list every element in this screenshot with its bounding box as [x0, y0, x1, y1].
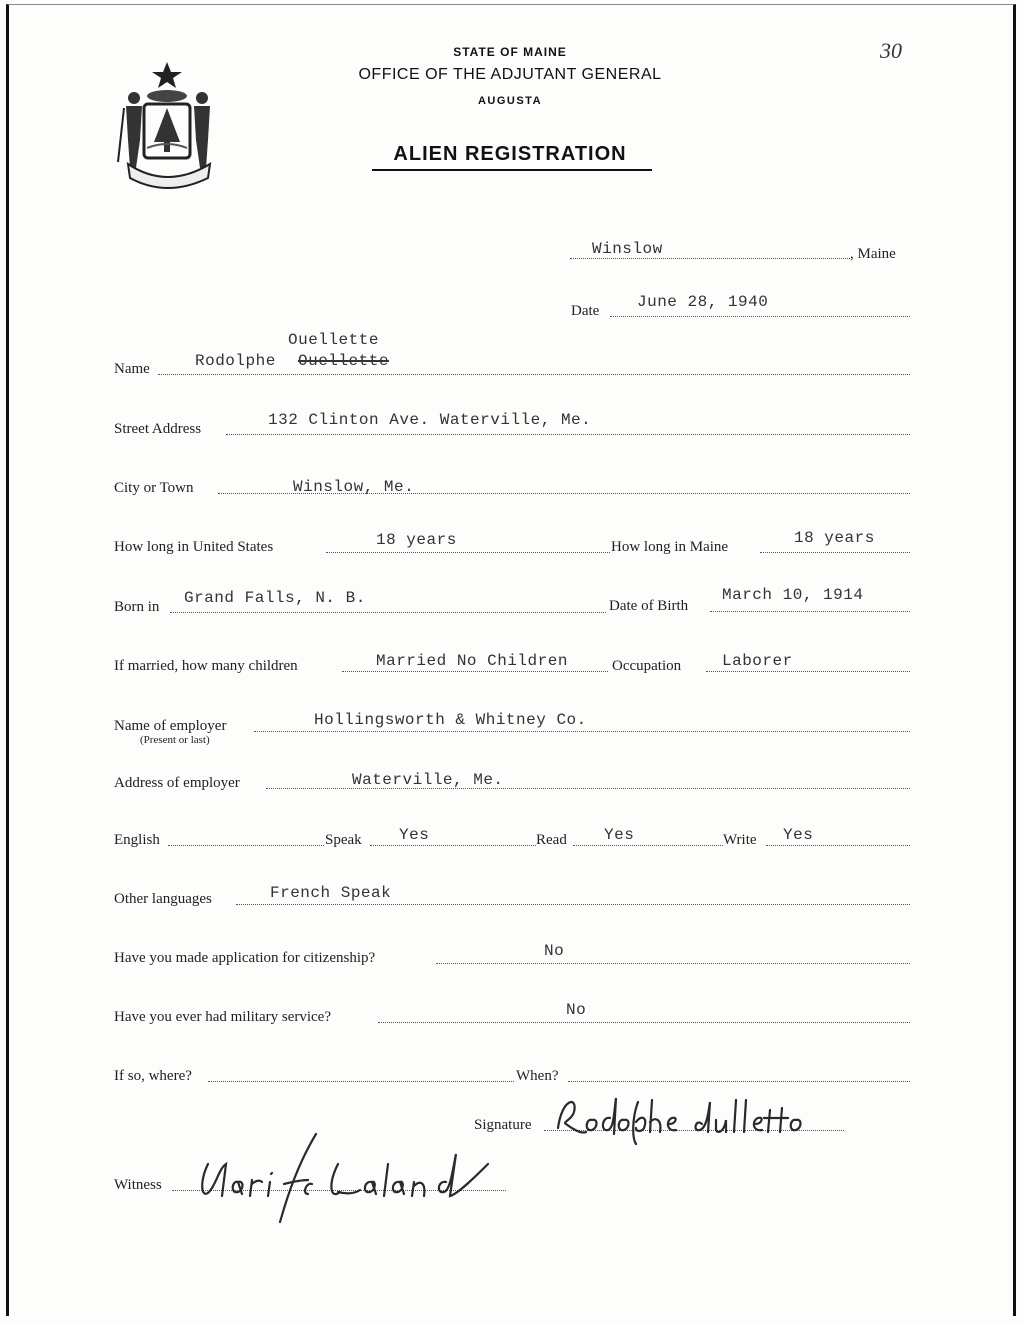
speak-label: Speak: [325, 832, 362, 848]
name-line: [158, 374, 910, 375]
employer-sublabel: (Present or last): [140, 734, 210, 746]
employer-address-label: Address of employer: [114, 775, 240, 791]
other-languages-line: [236, 904, 910, 905]
place-suffix: , Maine: [850, 246, 896, 262]
page-number: 30: [880, 38, 902, 63]
citizenship-label: Have you made application for citizenship?: [114, 950, 376, 966]
military-label: Have you ever had military service?: [114, 1009, 331, 1025]
english-label: English: [114, 832, 160, 848]
how-long-maine-line: [760, 552, 910, 553]
occupation-label: Occupation: [612, 658, 682, 674]
children-line: [342, 671, 608, 672]
signature-handwriting: [552, 1088, 832, 1148]
header-city: AUGUSTA: [477, 95, 543, 107]
write-line: [766, 845, 910, 846]
signature-label: Signature: [474, 1117, 532, 1133]
speak-value: Yes: [399, 826, 430, 844]
date-label: Date: [571, 303, 600, 319]
children-value: Married No Children: [376, 652, 568, 670]
state-seal-icon: [114, 58, 224, 190]
military-value: No: [566, 1001, 587, 1019]
date-of-birth-label: Date of Birth: [609, 598, 689, 614]
name-correction: Ouellette: [288, 331, 379, 349]
city-value: Winslow, Me.: [293, 478, 415, 496]
street-address-line: [226, 434, 910, 435]
occupation-value: Laborer: [722, 652, 793, 670]
place-value: Winslow: [592, 240, 663, 258]
employer-label: Name of employer: [114, 718, 227, 734]
how-long-us-label: How long in United States: [114, 539, 274, 555]
other-languages-label: Other languages: [114, 891, 212, 907]
employer-line: [254, 731, 910, 732]
children-label: If married, how many children: [114, 658, 298, 674]
how-long-maine-label: How long in Maine: [611, 539, 729, 555]
where-label: If so, where?: [114, 1068, 192, 1084]
employer-address-value: Waterville, Me.: [352, 771, 504, 789]
date-value: June 28, 1940: [637, 293, 769, 311]
witness-label: Witness: [114, 1177, 162, 1193]
born-in-label: Born in: [114, 599, 160, 615]
title-underline: [372, 169, 652, 171]
how-long-us-value: 18 years: [376, 531, 457, 549]
how-long-us-line: [326, 552, 610, 553]
name-struck: Ouellette: [298, 352, 389, 370]
street-address-value: 132 Clinton Ave. Waterville, Me.: [268, 411, 592, 429]
name-label: Name: [114, 361, 150, 377]
other-languages-value: French Speak: [270, 884, 392, 902]
where-line: [208, 1081, 514, 1082]
employer-value: Hollingsworth & Whitney Co.: [314, 711, 587, 729]
write-label: Write: [723, 832, 757, 848]
write-value: Yes: [783, 826, 814, 844]
form-title: ALIEN REGISTRATION: [393, 143, 627, 165]
read-line: [573, 845, 723, 846]
occupation-line: [706, 671, 910, 672]
born-in-line: [170, 612, 606, 613]
when-label: When?: [516, 1068, 559, 1084]
date-of-birth-value: March 10, 1914: [722, 586, 864, 604]
read-label: Read: [536, 832, 567, 848]
header-office: OFFICE OF THE ADJUTANT GENERAL: [358, 66, 662, 83]
citizenship-value: No: [544, 942, 565, 960]
name-value: Rodolphe: [195, 352, 276, 370]
born-in-value: Grand Falls, N. B.: [184, 589, 366, 607]
city-label: City or Town: [114, 480, 194, 496]
english-line: [168, 845, 324, 846]
military-line: [378, 1022, 910, 1023]
place-line: [570, 258, 850, 259]
speak-line: [370, 845, 536, 846]
witness-handwriting: [188, 1124, 518, 1224]
read-value: Yes: [604, 826, 635, 844]
when-line: [568, 1081, 910, 1082]
street-address-label: Street Address: [114, 421, 202, 437]
date-of-birth-line: [710, 611, 910, 612]
header-state: STATE OF MAINE: [453, 45, 567, 59]
date-line: [610, 316, 910, 317]
how-long-maine-value: 18 years: [794, 529, 875, 547]
citizenship-line: [436, 963, 910, 964]
